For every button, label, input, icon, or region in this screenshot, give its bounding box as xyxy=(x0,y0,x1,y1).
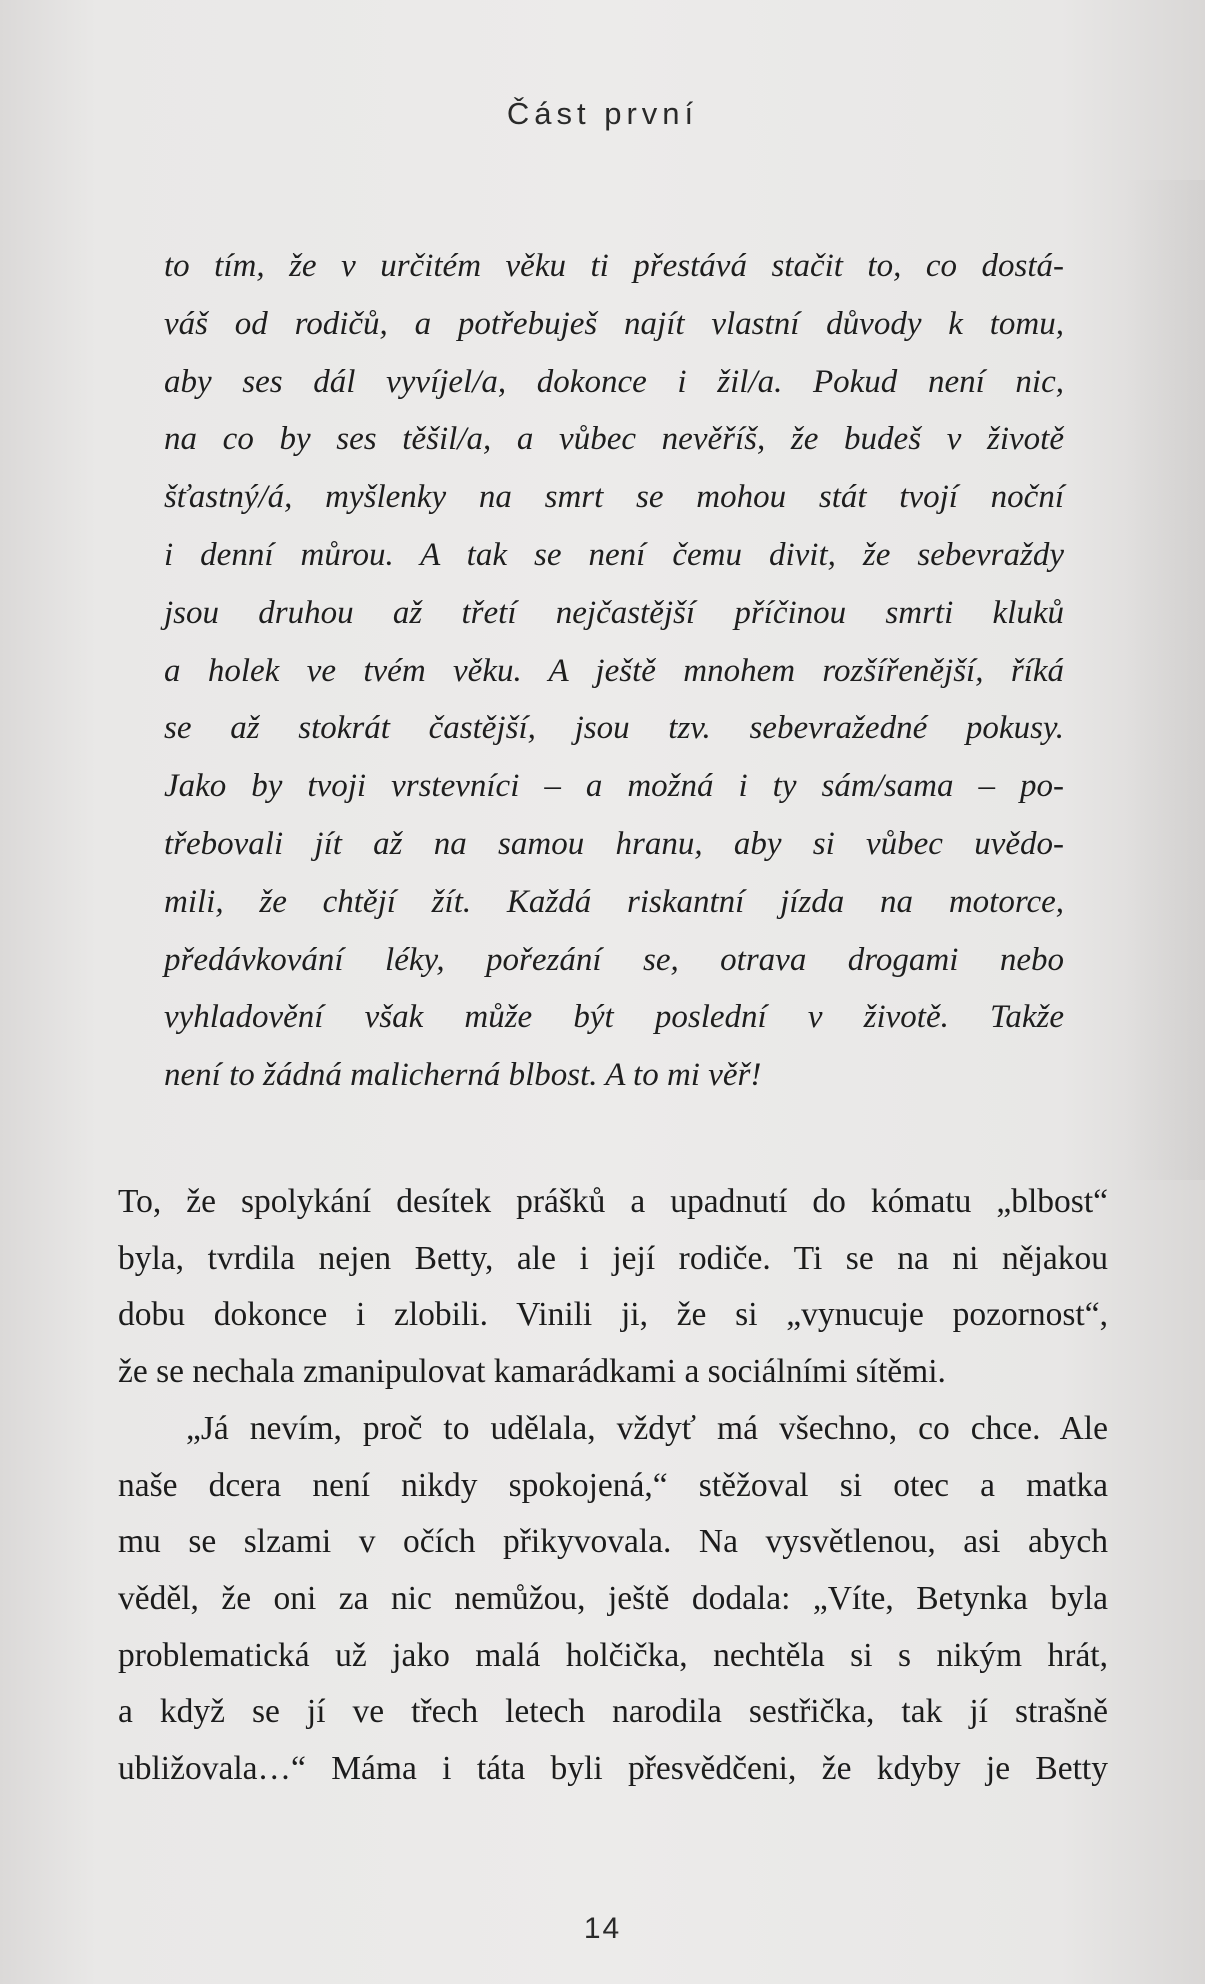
body-line: a když se jí ve třech letech narodila sestřička, tak jí strašně xyxy=(118,1693,1108,1731)
body-line: ubližovala…“ Máma i táta byli přesvědčeni, že kdyby je Betty xyxy=(118,1750,1108,1788)
quote-line: třebovali jít až na samou hranu, aby si vůbec uvědo- xyxy=(164,825,1064,862)
body-line: dobu dokonce i zlobili. Vinili ji, že si „vynucuje pozornost“, xyxy=(118,1296,1108,1334)
quote-line: mili, že chtějí žít. Každá riskantní jízda na motorce, xyxy=(164,883,1064,920)
quote-line: předávkování léky, pořezání se, otrava drogami nebo xyxy=(164,941,1064,978)
body-line: problematická už jako malá holčička, nechtěla si s nikým hrát, xyxy=(118,1636,1108,1674)
quote-line: se až stokrát častější, jsou tzv. sebevražedné pokusy. xyxy=(164,710,1064,747)
body-line: mu se slzami v očích přikyvovala. Na vysvětlenou, asi abych xyxy=(118,1523,1108,1561)
quote-line: to tím, že v určitém věku ti přestává stačit to, co dostá- xyxy=(164,248,1064,284)
page-number: 14 xyxy=(583,1912,622,1945)
quote-line: aby ses dál vyvíjel/a, dokonce i žil/a. Pokud není nic, xyxy=(164,363,1064,400)
body-line: To, že spolykání desítek prášků a upadnutí do kómatu „blbost“ xyxy=(118,1183,1108,1220)
quote-line: na co by ses těšil/a, a vůbec nevěříš, že budeš v životě xyxy=(164,421,1064,458)
running-head: Část první xyxy=(506,96,699,131)
quote-line: a holek ve tvém věku. A ještě mnohem rozšířenější, říká xyxy=(164,652,1064,689)
quote-line: šťastný/á, myšlenky na smrt se mohou stát tvojí noční xyxy=(164,479,1064,516)
body-text xyxy=(118,1174,1108,1798)
italic-quote-block xyxy=(164,238,1064,1105)
quote-line: i denní můrou. A tak se není čemu divit, že sebevraždy xyxy=(164,536,1064,573)
quote-line: váš od rodičů, a potřebuješ najít vlastní důvody k tomu, xyxy=(164,305,1064,342)
quote-line: není to žádná malicherná blbost. A to mi věř! xyxy=(164,1057,762,1094)
body-line: „Já nevím, proč to udělala, vždyť má všechno, co chce. Ale xyxy=(186,1409,1108,1447)
body-line: naše dcera není nikdy spokojená,“ stěžoval si otec a matka xyxy=(118,1466,1108,1504)
page-bleed-shadow xyxy=(1125,180,1205,1180)
quote-line: Jako by tvoji vrstevníci – a možná i ty sám/sama – po- xyxy=(164,768,1064,805)
body-line: že se nechala zmanipulovat kamarádkami a sociálními sítěmi. xyxy=(118,1353,946,1391)
body-line: věděl, že oni za nic nemůžou, ještě dodala: „Víte, Betynka byla xyxy=(118,1579,1108,1617)
quote-line: vyhladovění však může být poslední v životě. Takže xyxy=(164,999,1064,1036)
body-line: byla, tvrdila nejen Betty, ale i její rodiče. Ti se na ni nějakou xyxy=(118,1239,1108,1277)
quote-line: jsou druhou až třetí nejčastější příčinou smrti kluků xyxy=(164,594,1064,631)
